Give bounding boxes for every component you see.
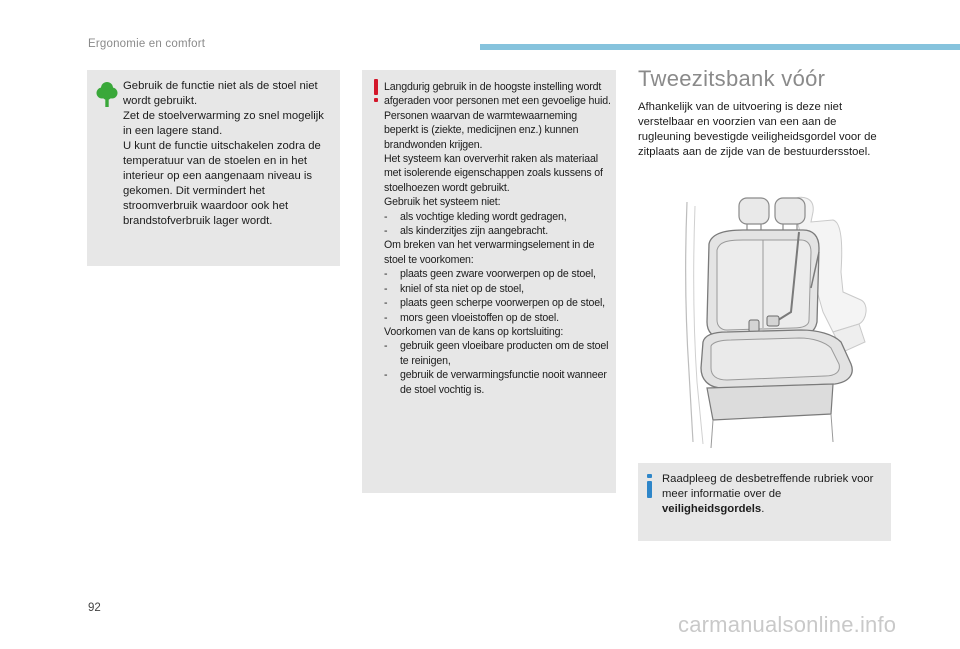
warning-paragraph: Langdurig gebruik in de hoogste instelling wordt afgeraden voor personen met een gevoelige huid.: [384, 81, 611, 108]
warning-box: [362, 70, 616, 493]
front-bench-seat-illustration: [683, 192, 883, 450]
eco-tip-text: [123, 79, 335, 229]
warning-paragraph: Voorkomen van de kans op kortsluiting:: [384, 325, 564, 338]
section-title: Tweezitsbank vóór: [638, 66, 826, 91]
warning-bullet: - kniel of sta niet op de stoel,: [384, 282, 612, 296]
warning-paragraph: Het systeem kan oververhit raken als materiaal met isolerende eigenschappen zoals kussens of stoelhoezen wordt gebruikt.: [384, 153, 603, 194]
warning-bullet: - als vochtige kleding wordt gedragen,: [384, 210, 612, 224]
warning-bullet: - plaats geen scherpe voorwerpen op de stoel,: [384, 296, 612, 310]
warning-bullet: - plaats geen zware voorwerpen op de stoel,: [384, 267, 612, 281]
eco-tip-box: [87, 70, 340, 266]
info-link-seatbelts: veiligheidsgordels: [662, 503, 762, 515]
warning-bullet: - gebruik geen vloeibare producten om de stoel te reinigen,: [384, 339, 612, 368]
warning-paragraph: Personen waarvan de warmtewaarneming beperkt is (ziekte, medicijnen enz.) kunnen brandwonden krijgen.: [384, 109, 579, 151]
warning-exclamation-icon: [371, 78, 381, 104]
info-icon: [645, 473, 655, 499]
eco-tip-line: Gebruik de functie niet als de stoel niet wordt gebruikt.: [123, 80, 318, 107]
eco-tree-icon: [96, 80, 118, 108]
warning-bullet: - als kinderzitjes zijn aangebracht.: [384, 224, 612, 238]
warning-paragraph: Gebruik het systeem niet:: [384, 196, 501, 209]
watermark: carmanualsonline.info: [678, 612, 897, 637]
info-text-start: Raadpleeg de desbetreffende rubriek voor meer informatie over de: [662, 473, 874, 500]
warning-bullet: - gebruik de verwarmingsfunctie nooit wanneer de stoel vochtig is.: [384, 368, 612, 397]
eco-tip-line: Zet de stoelverwarming zo snel mogelijk in een lagere stand.: [123, 110, 324, 137]
info-text-end: .: [761, 503, 765, 515]
warning-paragraph: Om breken van het verwarmingselement in de stoel te voorkomen:: [384, 239, 595, 266]
warning-bullet: - mors geen vloeistoffen op de stoel.: [384, 311, 612, 325]
section-header-title: Ergonomie en comfort: [88, 38, 206, 50]
section-body: Afhankelijk van de uitvoering is deze niet verstelbaar en voorzien van een aan de rugleuning bevestigde veiligheidsgordel voor de zitplaats aan de zijde van de bestuurdersstoel.: [638, 101, 877, 158]
page-number: 92: [88, 602, 101, 614]
eco-tip-line: U kunt de functie uitschakelen zodra de temperatuur van de stoelen en in het interieur op een aangenaam niveau is gekomen. Dit vermindert het stroomverbruik waardoor ook het brandstofverbruik lager wordt.: [123, 140, 321, 227]
info-text: [662, 472, 884, 517]
header-accent-bar: [480, 44, 960, 50]
warning-text: [384, 80, 612, 397]
info-box: [638, 463, 891, 541]
